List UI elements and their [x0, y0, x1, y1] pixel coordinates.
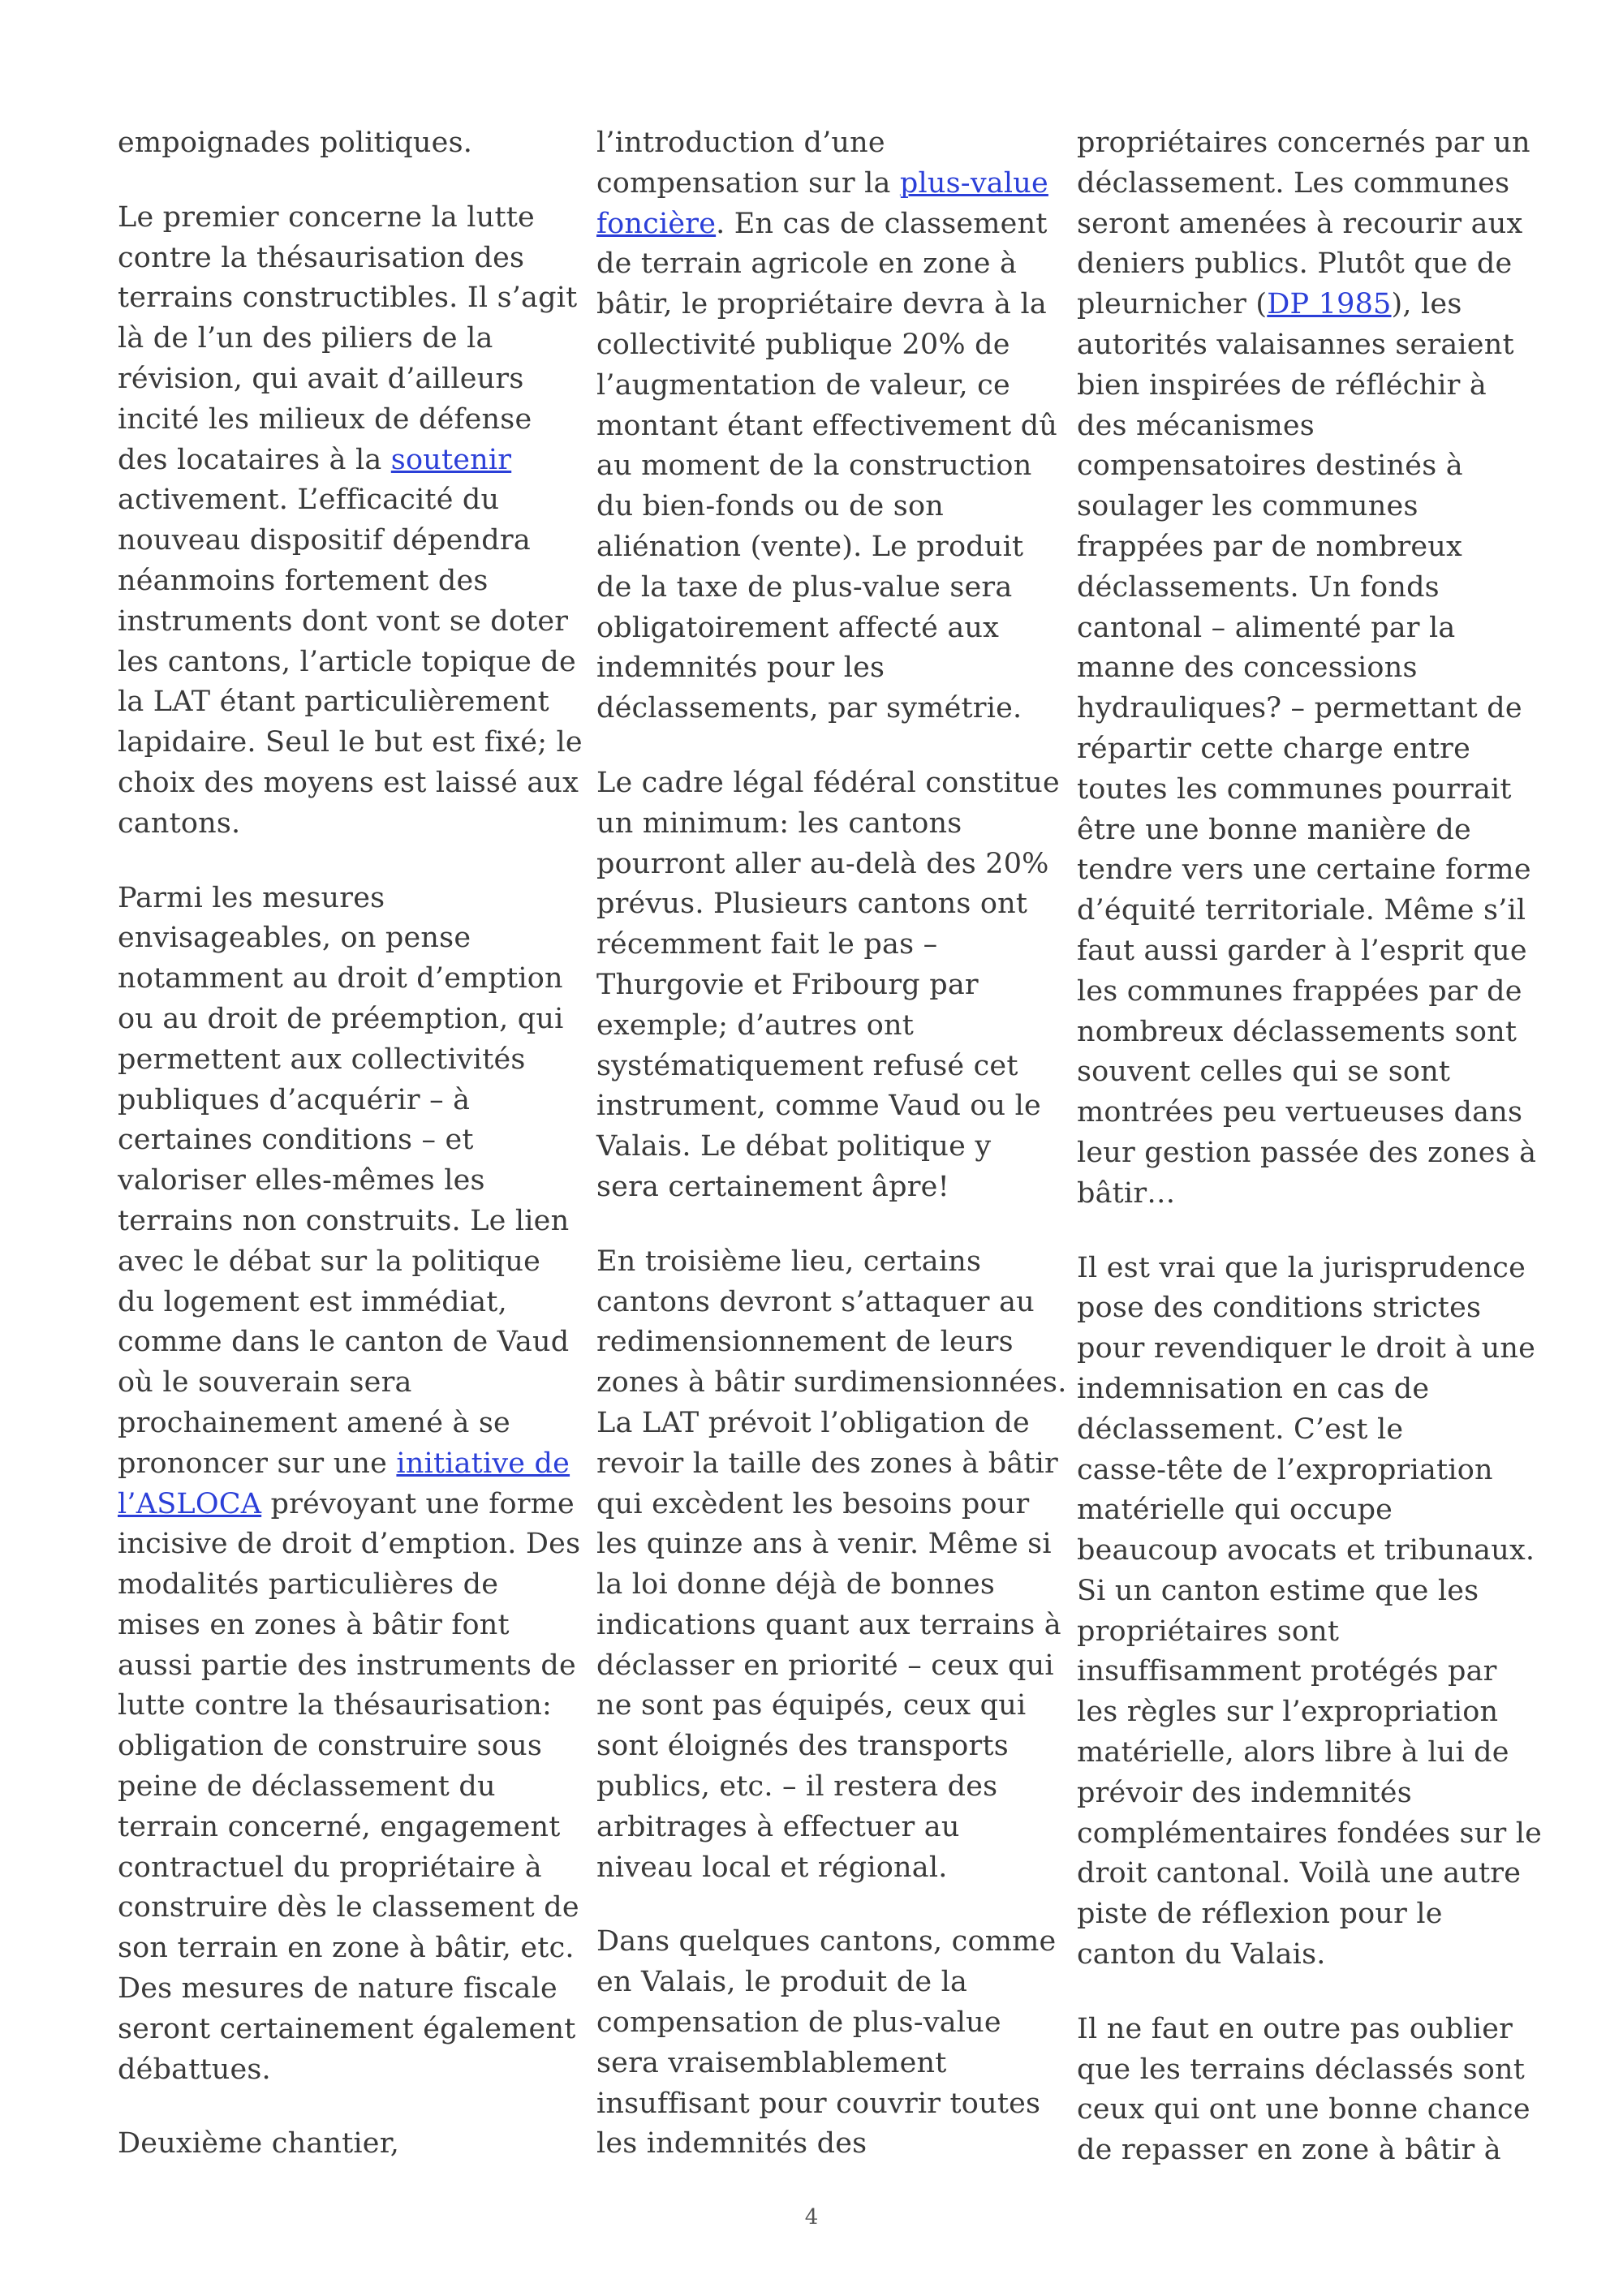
text-line: révision, qui avait d’ailleurs	[118, 362, 524, 395]
text-line: propriétaires sont	[1077, 1615, 1340, 1648]
paragraph	[1077, 123, 1537, 1215]
text-line: ne sont pas équipés, ceux qui	[596, 1689, 1027, 1722]
soutenir-link[interactable]: soutenir	[390, 443, 512, 476]
text-line: la loi donne déjà de bonnes	[596, 1568, 996, 1602]
text-line: souvent celles qui se sont	[1077, 1056, 1451, 1089]
text-line: valoriser elles-mêmes les	[118, 1164, 485, 1197]
text-line: matérielle qui occupe	[1077, 1494, 1393, 1527]
text-line: terrain concerné, engagement	[118, 1810, 561, 1843]
text-line: aliénation (vente). Le produit	[596, 530, 1024, 563]
initiative-asloca-link[interactable]: initiative de	[396, 1447, 570, 1480]
text-line: les quinze ans à venir. Même si	[596, 1528, 1052, 1561]
text-line: ou au droit de préemption, qui	[118, 1002, 564, 1035]
text-line: redimensionnement de leurs	[596, 1326, 1014, 1359]
text-line: néanmoins fortement des	[118, 564, 489, 597]
text-line: de terrain agricole en zone à	[596, 247, 1018, 281]
text-line: bâtir, le propriétaire devra à la	[596, 288, 1047, 321]
text-line: incité les milieux de défense	[118, 402, 532, 436]
text-line: Le premier concerne la lutte	[118, 200, 535, 234]
text-line: niveau local et régional.	[596, 1851, 948, 1884]
text-line: être une bonne manière de	[1077, 813, 1471, 846]
text-line: aussi partie des instruments de	[118, 1649, 576, 1682]
text-line: cantonal – alimenté par la	[1077, 611, 1456, 644]
text-line: propriétaires concernés par un	[1077, 127, 1530, 159]
text-line: certaines conditions – et	[118, 1124, 474, 1157]
text-line: cantons devront s’attaquer au	[596, 1285, 1035, 1318]
text-line: permettent aux collectivités	[118, 1043, 526, 1076]
text-line: obligatoirement affecté aux	[596, 611, 1000, 644]
text-line: publics, etc. – il restera des	[596, 1770, 998, 1804]
text-line: construire dès le classement de	[118, 1891, 579, 1924]
text-line: les indemnités des	[596, 2127, 867, 2161]
text-line: droit cantonal. Voilà une autre	[1077, 1857, 1522, 1890]
text-line: d’équité territoriale. Même s’il	[1077, 894, 1526, 927]
text-line: de repasser en zone à bâtir à	[1077, 2134, 1501, 2167]
text-line: prochainement amené à se	[118, 1406, 510, 1439]
paragraph	[596, 123, 1058, 729]
column-1	[118, 123, 583, 2165]
text-line: déclassement. Les communes	[1077, 166, 1510, 200]
text-line: toutes les communes pourrait	[1077, 772, 1512, 806]
text-line: montant étant effectivement dû	[596, 409, 1058, 442]
text-line: matérielle, alors libre à lui de	[1077, 1736, 1509, 1769]
text-line: terrains constructibles. Il s’agit	[118, 282, 578, 315]
text-line: montrées peu vertueuses dans	[1077, 1096, 1523, 1129]
text-line: instrument, comme Vaud ou le	[596, 1090, 1041, 1123]
text-line: déclassements, par symétrie.	[596, 692, 1022, 725]
text-line: les communes frappées par de	[1077, 974, 1522, 1008]
text-line: la LAT étant particulièrement	[118, 686, 549, 719]
text-line: Dans quelques cantons, comme	[596, 1925, 1057, 1958]
text-line: pourront aller au-delà des 20%	[596, 847, 1049, 880]
text-line: Le cadre légal fédéral constitue	[596, 766, 1060, 799]
text-line	[118, 441, 572, 481]
text-fragment: des locataires à la	[118, 443, 391, 476]
text-line: hydrauliques? – permettant de	[1077, 692, 1522, 725]
text-line: faut aussi garder à l’esprit que	[1077, 934, 1527, 967]
text-line: exemple; d’autres ont	[596, 1008, 914, 1042]
paragraph	[118, 879, 581, 2091]
text-line: piste de réflexion pour le	[1077, 1898, 1443, 1931]
text-line: seront certainement également	[118, 2012, 576, 2045]
text-line: bâtir…	[1077, 1176, 1176, 1210]
column-2	[596, 123, 1067, 2165]
text-fragment: . En cas de classement	[716, 207, 1048, 240]
text-line: les cantons, l’article topique de	[118, 645, 576, 678]
text-line: lutte contre la thésaurisation:	[118, 1689, 553, 1722]
text-line: sera vraisemblablement	[596, 2046, 947, 2079]
text-line: publiques d’acquérir – à	[118, 1083, 471, 1116]
text-line: manne des concessions	[1077, 651, 1418, 685]
plus-value-fonciere-link-cont[interactable]: foncière	[596, 207, 717, 240]
text-line: collectivité publique 20% de	[596, 328, 1010, 361]
text-line: compensatoires destinés à	[1077, 449, 1463, 483]
text-line: frappées par de nombreux	[1077, 530, 1462, 563]
text-line: Si un canton estime que les	[1077, 1574, 1479, 1607]
text-line: récemment fait le pas –	[596, 928, 938, 961]
text-line: ceux qui ont une bonne chance	[1077, 2093, 1530, 2126]
text-fragment: prononcer sur une	[118, 1447, 397, 1480]
text-line	[596, 164, 1047, 204]
text-line: notamment au droit d’emption	[118, 962, 563, 995]
text-line: systématiquement refusé cet	[596, 1049, 1018, 1082]
text-line: Parmi les mesures	[118, 881, 385, 914]
paragraph	[118, 2124, 572, 2165]
text-line: son terrain en zone à bâtir, etc.	[118, 1932, 575, 1965]
text-line: modalités particulières de	[118, 1568, 499, 1602]
text-line: nouveau dispositif dépendra	[118, 524, 531, 557]
text-line: cantons.	[118, 806, 241, 840]
text-line: nombreux déclassements sont	[1077, 1015, 1518, 1048]
paragraph	[118, 198, 583, 845]
text-line: La LAT prévoit l’obligation de	[596, 1406, 1030, 1439]
text-line: tendre vers une certaine forme	[1077, 853, 1531, 887]
text-line: comme dans le canton de Vaud	[118, 1326, 570, 1359]
text-line: incisive de droit d’emption. Des	[118, 1528, 581, 1561]
text-line: insuffisamment protégés par	[1077, 1655, 1497, 1688]
text-line: indications quant aux terrains à	[596, 1608, 1061, 1641]
paragraph	[1077, 1249, 1543, 1976]
text-line: déclassement. C’est le	[1077, 1412, 1404, 1446]
text-line: avec le débat sur la politique	[118, 1245, 541, 1278]
text-line: sera certainement âpre!	[596, 1170, 949, 1203]
text-line: où le souverain sera	[118, 1366, 412, 1400]
paragraph	[596, 763, 1060, 1208]
text-line: canton du Valais.	[1077, 1938, 1326, 1971]
text-line: l’augmentation de valeur, ce	[596, 368, 1010, 402]
text-line: complémentaires fondées sur le	[1077, 1817, 1543, 1850]
text-line: pour revendiquer le droit à une	[1077, 1332, 1536, 1365]
text-line: choix des moyens est laissé aux	[118, 766, 579, 799]
text-line: instruments dont vont se doter	[118, 604, 569, 638]
text-line: déclassements. Un fonds	[1077, 570, 1440, 604]
text-line: de la taxe de plus-value sera	[596, 570, 1013, 604]
text-line: au moment de la construction	[596, 449, 1032, 483]
text-line: casse-tête de l’expropriation	[1077, 1453, 1493, 1486]
text-line: beaucoup avocats et tribunaux.	[1077, 1534, 1535, 1567]
text-fragment: compensation sur la	[596, 166, 900, 200]
text-line: contractuel du propriétaire à	[118, 1851, 542, 1884]
paragraph	[118, 123, 572, 164]
text-line	[118, 1444, 572, 1485]
text-line: arbitrages à effectuer au	[596, 1810, 960, 1843]
text-fragment: prévoyant une forme	[261, 1487, 575, 1520]
text-line: peine de déclassement du	[118, 1770, 496, 1804]
text-line: que les terrains déclassés sont	[1077, 2053, 1526, 2086]
text-line: du logement est immédiat,	[118, 1285, 507, 1318]
text-line: obligation de construire sous	[118, 1730, 542, 1763]
plus-value-fonciere-link[interactable]: plus-value	[899, 166, 1048, 200]
text-line: soulager les communes	[1077, 490, 1419, 523]
text-line: du bien-fonds ou de son	[596, 490, 944, 523]
text-line: En troisième lieu, certains	[596, 1245, 982, 1278]
text-line	[596, 204, 1047, 245]
text-line	[118, 1485, 575, 1525]
text-line: Deuxième chantier,	[118, 2127, 400, 2161]
column-3	[1077, 123, 1543, 2171]
text-line: répartir cette charge entre	[1077, 732, 1470, 765]
text-line: insuffisant pour couvrir toutes	[596, 2087, 1041, 2120]
text-line: Il ne faut en outre pas oublier	[1077, 2012, 1513, 2045]
text-line: indemnités pour les	[596, 651, 885, 685]
text-line: autorités valaisannes seraient	[1077, 328, 1514, 361]
text-line: indemnisation en cas de	[1077, 1372, 1430, 1405]
text-line: seront amenées à recourir aux	[1077, 207, 1523, 240]
dp-1985-link[interactable]: DP 1985	[1267, 288, 1392, 321]
text-line: sont éloignés des transports	[596, 1730, 1009, 1763]
text-line: leur gestion passée des zones à	[1077, 1136, 1537, 1169]
text-line: deniers publics. Plutôt que de	[1077, 247, 1513, 281]
text-line: prévoir des indemnités	[1077, 1776, 1412, 1809]
text-line: l’introduction d’une	[596, 127, 885, 159]
text-fragment: ), les	[1391, 288, 1462, 321]
text-line: Des mesures de nature fiscale	[118, 1972, 558, 2006]
text-line: zones à bâtir surdimensionnées.	[596, 1366, 1067, 1400]
text-line: revoir la taille des zones à bâtir	[596, 1447, 1058, 1480]
text-line: là de l’un des piliers de la	[118, 322, 493, 355]
paragraph	[596, 1922, 1057, 2165]
text-line: Valais. Le débat politique y	[596, 1130, 992, 1163]
text-line: un minimum: les cantons	[596, 806, 962, 840]
text-fragment: pleurnicher (	[1077, 288, 1268, 321]
text-line: Il est vrai que la jurisprudence	[1077, 1251, 1526, 1284]
text-line: mises en zones à bâtir font	[118, 1608, 510, 1641]
page-number: 4	[804, 2205, 819, 2229]
text-line: en Valais, le produit de la	[596, 1966, 968, 1999]
paragraph	[596, 1242, 1067, 1889]
text-line: compensation de plus-value	[596, 2006, 1001, 2040]
text-line: activement. L’efficacité du	[118, 484, 500, 517]
text-line: débattues.	[118, 2053, 271, 2086]
text-line: lapidaire. Seul le but est fixé; le	[118, 726, 583, 759]
text-line: terrains non construits. Le lien	[118, 1204, 570, 1237]
text-line: Thurgovie et Fribourg par	[596, 968, 979, 1001]
text-line: prévus. Plusieurs cantons ont	[596, 888, 1028, 921]
text-line: envisageables, on pense	[118, 922, 471, 955]
text-line: contre la thésaurisation des	[118, 241, 525, 274]
text-line: pose des conditions strictes	[1077, 1292, 1482, 1325]
text-line: qui excèdent les besoins pour	[596, 1487, 1030, 1520]
text-line: déclasser en priorité – ceux qui	[596, 1649, 1054, 1682]
paragraph	[1077, 2010, 1531, 2171]
text-line: bien inspirées de réfléchir à	[1077, 368, 1487, 402]
text-line: des mécanismes	[1077, 409, 1315, 442]
text-line: empoignades politiques.	[118, 127, 473, 159]
text-line: les règles sur l’expropriation	[1077, 1696, 1499, 1729]
initiative-asloca-link-cont[interactable]: l’ASLOCA	[118, 1487, 262, 1520]
text-line	[1077, 285, 1531, 325]
